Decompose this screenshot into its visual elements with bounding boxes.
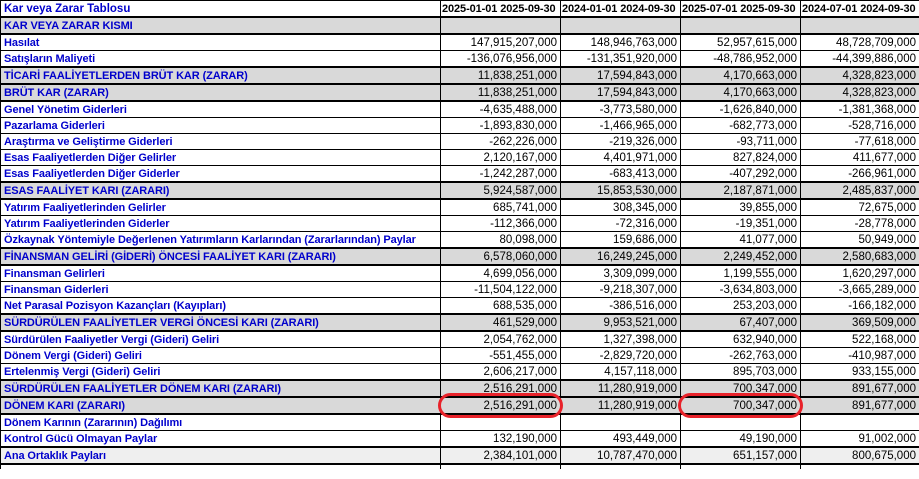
row-label: Sürdürülen Faaliyetler Vergi (Gideri) Geliri (1, 331, 441, 348)
value-cell: 91,002,000 (801, 431, 919, 448)
row-label: Genel Yönetim Giderleri (1, 101, 441, 118)
value-cell (441, 17, 561, 34)
value-cell: 10,787,470,000 (561, 447, 681, 464)
value-cell: 4,170,663,000 (681, 67, 801, 84)
value-cell: 2,580,683,000 (801, 248, 919, 265)
period-column-header: 2024-01-01 2024-09-30 (561, 1, 681, 18)
table-row (1, 51, 919, 68)
row-label: Özkaynak Yöntemiyle Değerlenen Yatırımların Karlarından (Zararlarından) Paylar (1, 232, 441, 249)
table-row (1, 101, 919, 118)
value-cell: 2,249,452,000 (681, 248, 801, 265)
value-cell: 800,675,000 (801, 447, 919, 464)
value-cell: 411,677,000 (801, 150, 919, 166)
value-cell: -1,381,368,000 (801, 101, 919, 118)
row-label: SÜRDÜRÜLEN FAALİYETLER VERGİ ÖNCESİ KARI (ZARARI) (1, 314, 441, 331)
table-row (1, 232, 919, 249)
period-column-header: 2025-01-01 2025-09-30 (441, 1, 561, 18)
clipped-next-row (1, 464, 919, 469)
value-cell (801, 17, 919, 34)
value-cell: -1,626,840,000 (681, 101, 801, 118)
value-cell: 132,190,000 (441, 431, 561, 448)
empty-cell (681, 464, 801, 469)
value-cell: 41,077,000 (681, 232, 801, 249)
value-cell: 2,187,871,000 (681, 182, 801, 199)
value-cell: 4,157,118,000 (561, 364, 681, 381)
table-row (1, 397, 919, 414)
value-cell: -266,961,000 (801, 166, 919, 183)
value-cell: 461,529,000 (441, 314, 561, 331)
value-cell: 688,535,000 (441, 298, 561, 315)
value-cell: -1,466,965,000 (561, 118, 681, 134)
value-cell: 17,594,843,000 (561, 67, 681, 84)
value-cell: 2,120,167,000 (441, 150, 561, 166)
value-cell: 308,345,000 (561, 199, 681, 216)
table-row (1, 331, 919, 348)
value-cell: 4,401,971,000 (561, 150, 681, 166)
value-cell: 895,703,000 (681, 364, 801, 381)
value-cell: -9,218,307,000 (561, 282, 681, 298)
value-cell: 2,606,217,000 (441, 364, 561, 381)
value-cell: -136,076,956,000 (441, 51, 561, 68)
value-cell: 1,327,398,000 (561, 331, 681, 348)
empty-cell (801, 464, 919, 469)
value-cell: -44,399,886,000 (801, 51, 919, 68)
value-cell: -112,366,000 (441, 216, 561, 232)
row-label: Hasılat (1, 34, 441, 51)
table-row (1, 364, 919, 381)
row-label: FİNANSMAN GELİRİ (GİDERİ) ÖNCESİ FAALİYET KARI (ZARARI) (1, 248, 441, 265)
row-label: TİCARİ FAALİYETLERDEN BRÜT KAR (ZARAR) (1, 67, 441, 84)
row-label: Net Parasal Pozisyon Kazançları (Kayıpları) (1, 298, 441, 315)
value-cell: 16,249,245,000 (561, 248, 681, 265)
value-cell: -28,778,000 (801, 216, 919, 232)
value-cell: 651,157,000 (681, 447, 801, 464)
table-row (1, 17, 919, 34)
table-row (1, 265, 919, 282)
value-cell: -93,711,000 (681, 134, 801, 150)
row-label: ESAS FAALİYET KARI (ZARARI) (1, 182, 441, 199)
value-cell (681, 414, 801, 431)
row-label: Araştırma ve Geliştirme Giderleri (1, 134, 441, 150)
row-label: Kontrol Gücü Olmayan Paylar (1, 431, 441, 448)
table-row (1, 380, 919, 397)
value-cell: 48,728,709,000 (801, 34, 919, 51)
value-cell: 2,384,101,000 (441, 447, 561, 464)
value-cell (801, 414, 919, 431)
value-cell: -166,182,000 (801, 298, 919, 315)
table-row (1, 150, 919, 166)
value-cell: -3,773,580,000 (561, 101, 681, 118)
row-label: Ertelenmiş Vergi (Gideri) Geliri (1, 364, 441, 381)
value-cell: -48,786,952,000 (681, 51, 801, 68)
value-cell: -3,665,289,000 (801, 282, 919, 298)
value-cell: -551,455,000 (441, 348, 561, 364)
table-row (1, 248, 919, 265)
value-cell (561, 414, 681, 431)
value-cell: -11,504,122,000 (441, 282, 561, 298)
value-cell: 80,098,000 (441, 232, 561, 249)
table-row (1, 118, 919, 134)
row-label: Esas Faaliyetlerden Diğer Giderler (1, 166, 441, 183)
value-cell: 253,203,000 (681, 298, 801, 315)
row-label: Dönem Karının (Zararının) Dağılımı (1, 414, 441, 431)
value-cell: -4,635,488,000 (441, 101, 561, 118)
row-label: Ana Ortaklık Payları (1, 447, 441, 464)
table-body (1, 17, 919, 464)
value-cell: 148,946,763,000 (561, 34, 681, 51)
value-cell: 2,054,762,000 (441, 331, 561, 348)
value-cell: -1,893,830,000 (441, 118, 561, 134)
row-label: Satışların Maliyeti (1, 51, 441, 68)
table-row (1, 348, 919, 364)
value-cell: -219,326,000 (561, 134, 681, 150)
value-cell: 700,347,000 (681, 380, 801, 397)
value-cell: 159,686,000 (561, 232, 681, 249)
value-cell: -72,316,000 (561, 216, 681, 232)
table-row (1, 182, 919, 199)
period-column-header: 2025-07-01 2025-09-30 (681, 1, 801, 18)
value-cell: -386,516,000 (561, 298, 681, 315)
value-cell: 4,699,056,000 (441, 265, 561, 282)
row-label: KAR VEYA ZARAR KISMI (1, 17, 441, 34)
value-cell: 15,853,530,000 (561, 182, 681, 199)
value-cell: 147,915,207,000 (441, 34, 561, 51)
value-cell: 4,328,823,000 (801, 67, 919, 84)
table-row (1, 134, 919, 150)
value-cell: 67,407,000 (681, 314, 801, 331)
empty-cell (561, 464, 681, 469)
value-cell (441, 414, 561, 431)
row-label: Pazarlama Giderleri (1, 118, 441, 134)
table-row (1, 34, 919, 51)
row-label: Dönem Vergi (Gideri) Geliri (1, 348, 441, 364)
row-label: Yatırım Faaliyetlerinden Giderler (1, 216, 441, 232)
value-cell: 11,280,919,000 (561, 380, 681, 397)
value-cell: 700,347,000 (681, 397, 801, 414)
value-cell: -262,226,000 (441, 134, 561, 150)
value-cell: 4,328,823,000 (801, 84, 919, 101)
table-row (1, 166, 919, 183)
value-cell: 11,280,919,000 (561, 397, 681, 414)
table-title: Kar veya Zarar Tablosu (1, 1, 441, 18)
table-row (1, 282, 919, 298)
value-cell (561, 17, 681, 34)
table-row (1, 447, 919, 464)
value-cell: 72,675,000 (801, 199, 919, 216)
value-cell: -528,716,000 (801, 118, 919, 134)
value-cell: -77,618,000 (801, 134, 919, 150)
value-cell: 493,449,000 (561, 431, 681, 448)
value-cell: 11,838,251,000 (441, 84, 561, 101)
row-label: BRÜT KAR (ZARAR) (1, 84, 441, 101)
value-cell: -3,634,803,000 (681, 282, 801, 298)
value-cell: 17,594,843,000 (561, 84, 681, 101)
table-row (1, 84, 919, 101)
value-cell: 369,509,000 (801, 314, 919, 331)
value-cell (681, 17, 801, 34)
value-cell: 1,620,297,000 (801, 265, 919, 282)
table-row (1, 216, 919, 232)
empty-cell (441, 464, 561, 469)
value-cell: 2,516,291,000 (441, 380, 561, 397)
value-cell: 50,949,000 (801, 232, 919, 249)
value-cell: 49,190,000 (681, 431, 801, 448)
value-cell: 632,940,000 (681, 331, 801, 348)
row-label: Yatırım Faaliyetlerinden Gelirler (1, 199, 441, 216)
row-label: SÜRDÜRÜLEN FAALİYETLER DÖNEM KARI (ZARARI) (1, 380, 441, 397)
value-cell: 891,677,000 (801, 397, 919, 414)
value-cell: 3,309,099,000 (561, 265, 681, 282)
row-label: Finansman Giderleri (1, 282, 441, 298)
value-cell: -19,351,000 (681, 216, 801, 232)
value-cell: 891,677,000 (801, 380, 919, 397)
value-cell: 6,578,060,000 (441, 248, 561, 265)
value-cell: 4,170,663,000 (681, 84, 801, 101)
value-cell: -2,829,720,000 (561, 348, 681, 364)
value-cell: -262,763,000 (681, 348, 801, 364)
value-cell: 2,485,837,000 (801, 182, 919, 199)
value-cell: 11,838,251,000 (441, 67, 561, 84)
value-cell: -683,413,000 (561, 166, 681, 183)
row-label: Esas Faaliyetlerden Diğer Gelirler (1, 150, 441, 166)
value-cell: 1,199,555,000 (681, 265, 801, 282)
table-row (1, 199, 919, 216)
table-row (1, 314, 919, 331)
row-label: Finansman Gelirleri (1, 265, 441, 282)
table-row (1, 431, 919, 448)
value-cell: -1,242,287,000 (441, 166, 561, 183)
value-cell: -407,292,000 (681, 166, 801, 183)
value-cell: 39,855,000 (681, 199, 801, 216)
period-column-header: 2024-07-01 2024-09-30 (801, 1, 919, 18)
table-row (1, 414, 919, 431)
value-cell: 685,741,000 (441, 199, 561, 216)
value-cell: -682,773,000 (681, 118, 801, 134)
value-cell: 9,953,521,000 (561, 314, 681, 331)
value-cell: 522,168,000 (801, 331, 919, 348)
header-row (1, 1, 919, 18)
value-cell: -410,987,000 (801, 348, 919, 364)
value-cell: 933,155,000 (801, 364, 919, 381)
empty-cell (1, 464, 441, 469)
table-row (1, 298, 919, 315)
value-cell: 827,824,000 (681, 150, 801, 166)
value-cell: -131,351,920,000 (561, 51, 681, 68)
value-cell: 2,516,291,000 (441, 397, 561, 414)
table-row (1, 67, 919, 84)
value-cell: 5,924,587,000 (441, 182, 561, 199)
value-cell: 52,957,615,000 (681, 34, 801, 51)
row-label: DÖNEM KARI (ZARARI) (1, 397, 441, 414)
